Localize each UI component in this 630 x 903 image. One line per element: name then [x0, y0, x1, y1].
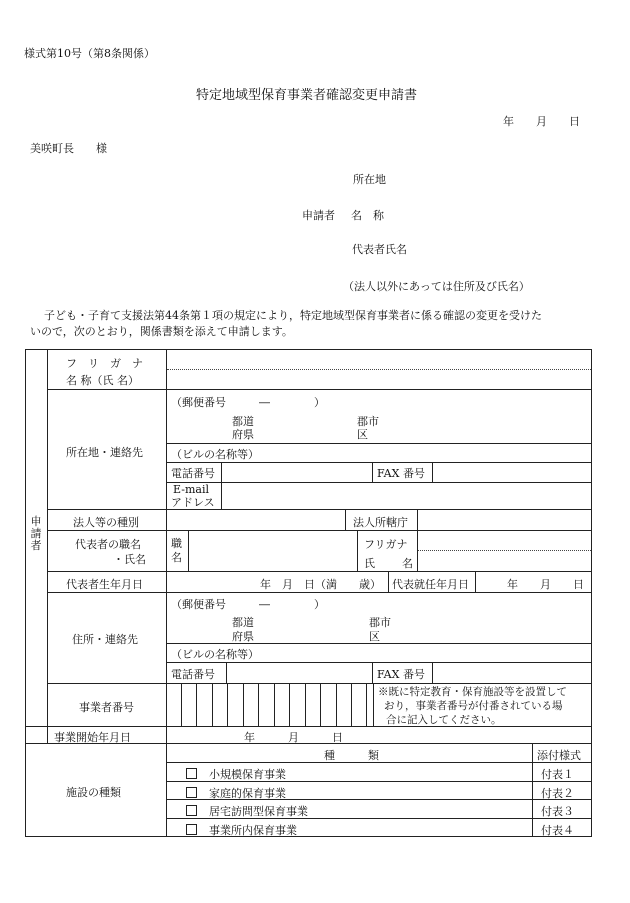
- facility-option-small[interactable]: [186, 766, 286, 782]
- furigana-field[interactable]: [168, 351, 591, 369]
- name-field-label: 名 称（氏 名）: [66, 374, 139, 387]
- home-phone-field[interactable]: [227, 663, 371, 683]
- mei2-label: 名: [402, 557, 413, 570]
- name-field[interactable]: [168, 370, 591, 389]
- facility-option-label: 居宅訪問型保育事業: [209, 805, 308, 818]
- home-contact-label: 住所・連絡先: [72, 633, 138, 646]
- email-label-1: E-mail: [173, 483, 209, 496]
- addressee: 美咲町長 様: [30, 142, 107, 155]
- rep-title-label-1: 代表者の職名: [75, 538, 141, 551]
- shoku-label: 職: [171, 537, 182, 550]
- facility-type-label: 施設の種類: [66, 786, 121, 799]
- facility-attachment: 付表４: [541, 824, 574, 837]
- facility-option-home[interactable]: [186, 785, 286, 801]
- facility-attachment: 付表３: [541, 805, 574, 818]
- phone-field[interactable]: [222, 463, 371, 482]
- operator-note-1: ※既に特定教育・保育施設等を設置して: [378, 686, 567, 698]
- facility-attachment: 付表２: [541, 787, 574, 800]
- intro-line-1: 子ども・子育て支援法第44条第１項の規定により，特定地域型保育事業者に係る確認の変更を受けた: [44, 309, 542, 322]
- attach-header: 添付様式: [537, 749, 581, 762]
- applicant-note: （法人以外にあっては住所及び氏名）: [343, 280, 530, 293]
- rep-birth-value[interactable]: 年 月 日（満 歳）: [260, 578, 381, 591]
- checkbox-icon[interactable]: [186, 805, 197, 816]
- home-ku-label: 区: [369, 630, 380, 643]
- home-fax-label: FAX 番号: [377, 668, 425, 681]
- home-gunshi-label: 郡市: [369, 616, 391, 629]
- building-label: （ビルの名称等）: [171, 448, 259, 461]
- rep-title-label-2: ・氏名: [113, 553, 146, 566]
- type-header: 種 類: [324, 749, 379, 762]
- rep-start-value[interactable]: 年 月 日: [507, 578, 584, 591]
- email-label-2: アドレス: [171, 496, 215, 509]
- todo-label: 都道: [232, 415, 254, 428]
- business-start-label: 事業開始年月日: [54, 731, 131, 744]
- page-title: 特定地域型保育事業者確認変更申請書: [196, 88, 418, 103]
- corp-office-label: 法人所轄庁: [353, 516, 408, 529]
- facility-option-label: 小規模保育事業: [209, 768, 286, 781]
- rep-birth-label: 代表者生年月日: [66, 578, 143, 591]
- facility-attachment: 付表１: [541, 768, 574, 781]
- address-label: 所在地: [353, 173, 386, 186]
- rep-title-field[interactable]: [189, 531, 356, 571]
- checkbox-icon[interactable]: [186, 824, 197, 835]
- home-postal-label: （郵便番号 ― ）: [171, 598, 325, 611]
- fax-field[interactable]: [433, 463, 591, 482]
- representative-label: 代表者氏名: [352, 243, 407, 256]
- fax-label: FAX 番号: [377, 467, 425, 480]
- furigana2-label: フリガナ: [364, 538, 408, 551]
- date-line: 年 月 日: [503, 115, 580, 128]
- checkbox-icon[interactable]: [186, 787, 197, 798]
- corp-type-label: 法人等の種別: [73, 516, 139, 529]
- intro-line-2: いので，次のとおり，関係書類を添えて申請します。: [30, 325, 293, 338]
- rep-name-field[interactable]: [418, 531, 591, 571]
- rep-start-label: 代表就任年月日: [392, 578, 469, 591]
- operator-number-field[interactable]: [168, 684, 372, 726]
- applicant-side-label: 申請者: [30, 515, 42, 552]
- home-todo-label: 都道: [232, 616, 254, 629]
- applicant-label: 申請者: [302, 209, 335, 222]
- corp-office-field[interactable]: [418, 510, 591, 530]
- business-start-value[interactable]: 年 月 日: [244, 731, 343, 744]
- address-contact-label: 所在地・連絡先: [66, 446, 143, 459]
- operator-note-3: 合に記入してください。: [386, 714, 502, 726]
- phone-label: 電話番号: [171, 467, 215, 480]
- facility-option-visiting[interactable]: [186, 803, 308, 819]
- form-number: 様式第10号（第8条関係）: [24, 47, 155, 60]
- postal-code-label: （郵便番号 ― ）: [171, 396, 325, 409]
- corp-type-field[interactable]: [168, 510, 344, 530]
- gunshi-label: 郡市: [357, 415, 379, 428]
- home-building-label: （ビルの名称等）: [171, 648, 259, 661]
- operator-number-label: 事業者番号: [79, 701, 134, 714]
- home-fax-field[interactable]: [433, 663, 591, 683]
- furigana-label: フ リ ガ ナ: [66, 357, 143, 370]
- home-fuken-label: 府県: [232, 630, 254, 643]
- facility-option-label: 家庭的保育事業: [209, 787, 286, 800]
- mei-label: 名: [171, 551, 182, 564]
- facility-option-label: 事業所内保育事業: [209, 824, 297, 837]
- checkbox-icon[interactable]: [186, 768, 197, 779]
- facility-option-workplace[interactable]: [186, 822, 297, 838]
- ku-label: 区: [357, 428, 368, 441]
- fuken-label: 府県: [232, 428, 254, 441]
- shi-label: 氏: [364, 557, 375, 570]
- email-field[interactable]: [222, 483, 591, 509]
- operator-note-2: おり，事業者番号が付番されている場: [384, 700, 563, 712]
- home-phone-label: 電話番号: [171, 668, 215, 681]
- name-label: 名 称: [351, 209, 384, 222]
